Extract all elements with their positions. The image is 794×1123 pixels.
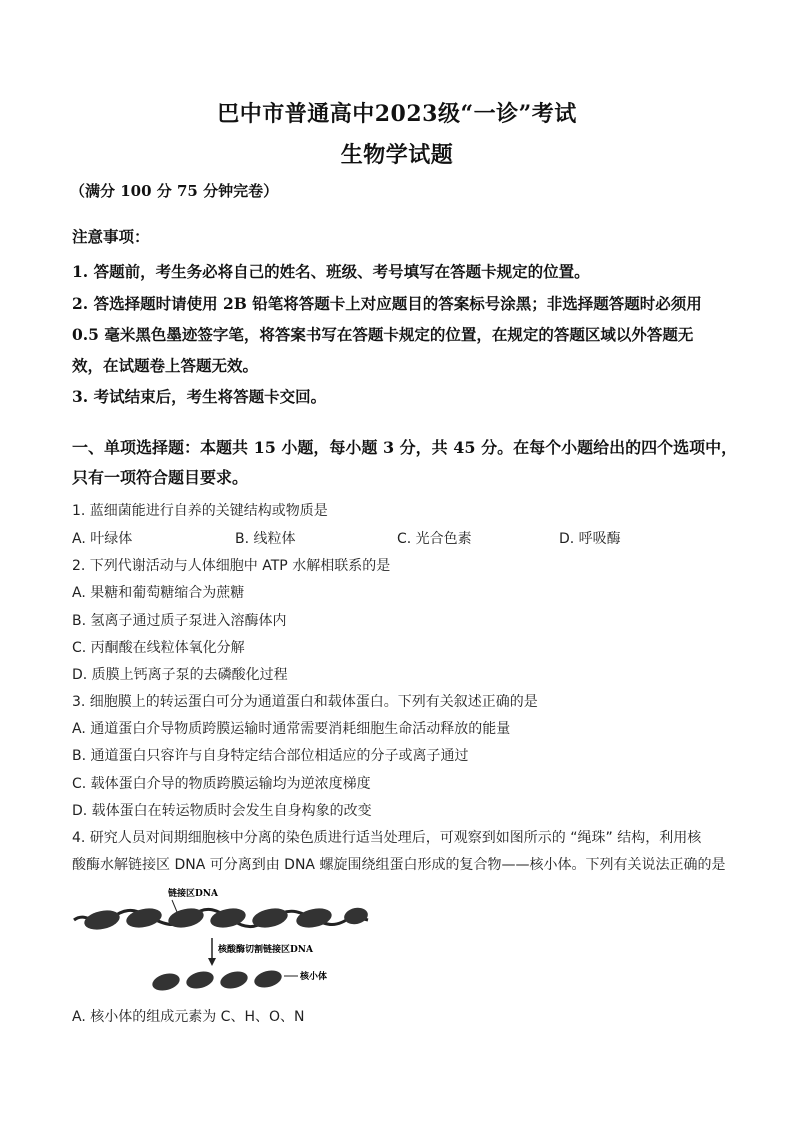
- question-1-stem: 1. 蓝细菌能进行自养的关键结构或物质是: [72, 503, 328, 519]
- notice-line-2: 2. 答选择题时请使用 2B 铅笔将答题卡上对应题目的答案标号涂黑；非选择题答题时必须用: [72, 294, 702, 313]
- question-2-option-c: C. 丙酮酸在线粒体氧化分解: [72, 640, 245, 656]
- nucleosome-bead: [184, 969, 215, 992]
- chromatin-strand: [74, 905, 369, 932]
- question-2-option-a: A. 果糖和葡萄糖缩合为蔗糖: [72, 585, 245, 601]
- notice-line-3: 0.5 毫米黑色墨迹签字笔，将答案书写在答题卡规定的位置，在规定的答题区域以外答题无: [72, 325, 694, 344]
- exam-subtitle: 生物学试题: [340, 142, 454, 168]
- question-3-stem: 3. 细胞膜上的转运蛋白可分为通道蛋白和载体蛋白。下列有关叙述正确的是: [72, 694, 538, 710]
- nucleosome-bead: [150, 971, 181, 994]
- question-3-option-c: C. 载体蛋白介导的物质跨膜运输均为逆浓度梯度: [72, 776, 371, 792]
- section-heading-2: 只有一项符合题目要求。: [72, 468, 249, 487]
- enzyme-label: 核酸酶切割链接区DNA: [218, 945, 314, 955]
- question-4-stem-line-1: 4. 研究人员对间期细胞核中分离的染色质进行适当处理后，可观察到如图所示的 “绳珠” 结构，利用核: [72, 830, 702, 846]
- question-1-option-a: A. 叶绿体: [72, 531, 133, 547]
- separated-nucleosomes: [150, 968, 283, 994]
- nucleosome-bead: [252, 968, 283, 991]
- question-1-option-b: B. 线粒体: [235, 531, 296, 547]
- question-1-options: [72, 528, 732, 546]
- notice-line-4: 效，在试题卷上答题无效。: [72, 356, 259, 375]
- notice-line-1: 1. 答题前，考生务必将自己的姓名、班级、考号填写在答题卡规定的位置。: [72, 262, 590, 281]
- nucleosome-bead: [218, 969, 249, 992]
- question-3-option-a: A. 通道蛋白介导物质跨膜运输时通常需要消耗细胞生命活动释放的能量: [72, 721, 511, 737]
- exam-meta: （满分 100 分 75 分钟完卷）: [70, 182, 279, 200]
- nucleosome-bead: [295, 905, 334, 930]
- linker-dna-label: 链接区DNA: [168, 889, 219, 899]
- arrow-head: [208, 958, 216, 966]
- question-2-option-b: B. 氢离子通过质子泵进入溶酶体内: [72, 613, 287, 629]
- nucleosome-figure: [72, 880, 372, 995]
- question-3-option-d: D. 载体蛋白在转运物质时会发生自身构象的改变: [72, 803, 372, 819]
- question-2-option-d: D. 质膜上钙离子泵的去磷酸化过程: [72, 667, 288, 683]
- notice-heading: 注意事项：: [72, 227, 150, 246]
- question-3-option-b: B. 通道蛋白只容许与自身特定结合部位相适应的分子或离子通过: [72, 748, 469, 764]
- question-1-option-d: D. 呼吸酶: [559, 531, 621, 547]
- nucleosome-bead: [83, 907, 122, 932]
- question-4-stem-line-2: 酸酶水解链接区 DNA 可分离到由 DNA 螺旋围绕组蛋白形成的复合物——核小体。下列有关说法正确的是: [72, 857, 726, 873]
- question-4-option-a: A. 核小体的组成元素为 C、H、O、N: [72, 1009, 305, 1025]
- exam-title: 巴中市普通高中2023级“一诊”考试: [217, 101, 577, 127]
- nucleosome-bead: [343, 906, 370, 927]
- nucleosome-label: 核小体: [300, 972, 328, 982]
- linker-pointer: [172, 900, 177, 912]
- question-1-option-c: C. 光合色素: [397, 531, 472, 547]
- notice-line-5: 3. 考试结束后，考生将答题卡交回。: [72, 387, 327, 406]
- nucleosome-bead: [167, 905, 206, 930]
- question-2-stem: 2. 下列代谢活动与人体细胞中 ATP 水解相联系的是: [72, 558, 391, 574]
- section-heading-1: 一、单项选择题：本题共 15 小题，每小题 3 分，共 45 分。在每个小题给出的四个选项中，: [72, 438, 738, 457]
